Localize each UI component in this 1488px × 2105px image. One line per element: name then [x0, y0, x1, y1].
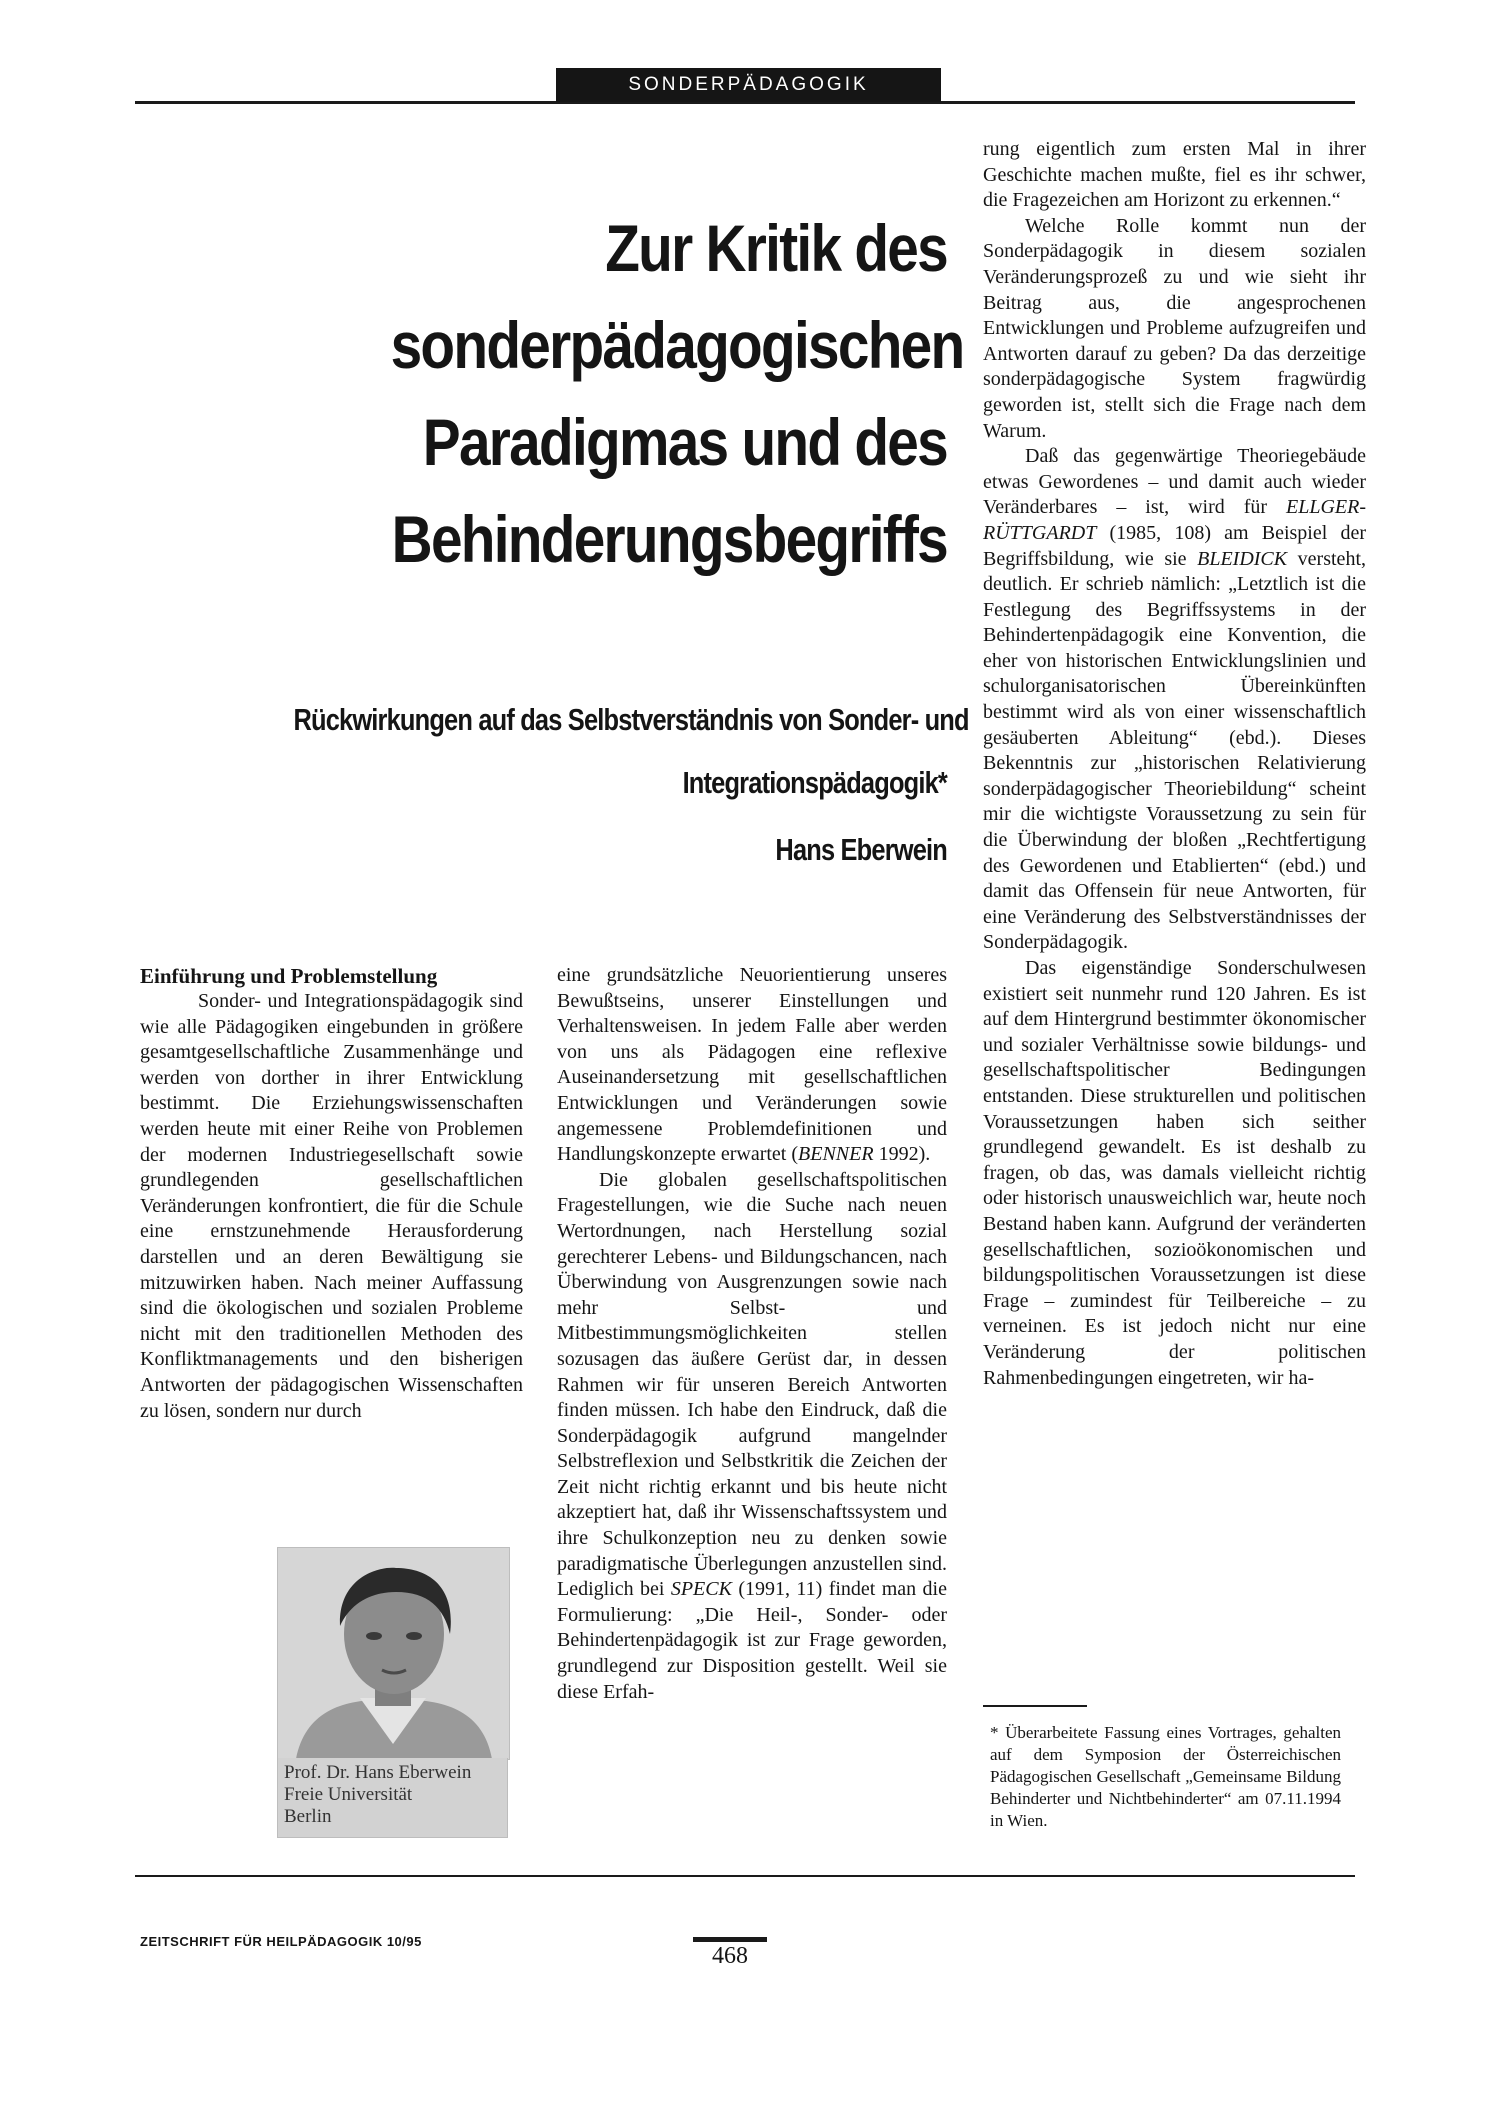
- paragraph-text: 1992).: [873, 1143, 931, 1166]
- paragraph: rung eigentlich zum ersten Mal in ihrer Geschichte machen mußte, fiel es ihr schwer, die Fragezeichen am Horizont zu erkennen.“: [983, 138, 1366, 212]
- paragraph: Das eigenständige Sonderschulwesen existiert seit nunmehr rund 120 Jahren. Es ist auf dem Hintergrund bestimmter ökonomischer und sozialer Verhältnisse sowie bildungs- und gesellschaftspolitischer Bedingungen entstanden. Diese strukturellen und politischen Voraussetzungen haben sich seither grundlegend gewandelt. Es ist deshalb zu fragen, ob das, was damals vielleicht richtig oder historisch unausweichlich war, heute noch Bestand haben kann. Aufgrund der veränderten gesellschaftlichen, sozioökonomischen und bildungspolitischen Voraussetzungen ist diese Frage – zumindest für Teilbereiche – zu verneinen. Es ist jedoch nicht nur eine Veränderung der politischen Rahmenbedingungen eingetreten, wir ha-: [983, 957, 1366, 1389]
- paragraph-text: eine grundsätzliche Neuorientierung unseres Bewußtseins, unserer Einstellungen und Verhaltensweisen. In jedem Falle aber werden von uns als Pädagogen eine reflexive Auseinandersetzung mit gesellschaftlichen Entwicklungen und Veränderungen sowie angemessene Problemdefinitionen und Handlungskonzepte erwartet (: [557, 964, 947, 1166]
- paragraph: [983, 444, 1366, 956]
- paragraph: [557, 1168, 947, 1705]
- article-author: Hans Eberwein: [775, 832, 947, 867]
- paragraph-text: Daß das gegenwärtige Theoriegebäude etwas Gewordenes – und damit auch wieder Veränderbares – ist, wird für: [983, 445, 1366, 519]
- paragraph-text: Die globalen gesellschaftspolitischen Fragestellungen, wie die Suche nach neuen Wertordnungen, nach Herstellung sozial gerechterer Lebens- und Bildungschancen, nach Überwindung von Ausgrenzungen sowie nach mehr Selbst- und Mitbestimmungsmöglichkeiten stellen sozusagen das äußere Gerüst dar, in dessen Rahmen wir für unseren Bereich Antworten finden müssen. Ich habe den Eindruck, daß die Sonderpädagogik aufgrund mangelnder Selbstreflexion und Selbstkritik die Zeichen der Zeit nicht richtig erkannt und bis heute nicht akzeptiert hat, daß ihr Wissenschaftssystem und ihre Schulkonzeption neu zu denken sowie paradigmatische Überlegungen anzustellen sind. Lediglich bei: [557, 1168, 947, 1601]
- subtitle-line: Integrationspädagogik*: [682, 765, 947, 800]
- page-number: 468: [712, 1943, 748, 1969]
- paragraph-text: (1991, 11) findet man die Formulierung: „Die Heil-, Sonder- oder Behindertenpädagogik ist zur Frage geworden, grundlegend zur Disposition gestellt. Weil sie diese Erfah-: [557, 1578, 947, 1703]
- paragraph-text: versteht, deutlich. Er schrieb nämlich: „Letztlich ist die Festlegung des Begriffssystems in der Behindertenpädagogik eine Konvention, die eher von historischen Entwicklungslinien und schulorganisatorischen Übereinkünften bestimmt wird als von einer wissenschaftlich gesäuberten Ableitung“ (ebd.). Dieses Bekenntnis zur „historischen Relativierung sonderpädagogischer Theoriebildung“ scheint mir die wichtigste Voraussetzung zu sein für die Überwindung der bloßen „Rechtfertigung des Gewordenen und Etablierten“ (ebd.) und damit das Offensein für neue Antworten, für eine Veränderung des Selbstverständnisses der Sonderpädagogik.: [983, 547, 1366, 954]
- title-line: Behinderungsbegriffs: [391, 502, 947, 576]
- subtitle-line: Rückwirkungen auf das Selbstverständnis von Sonder- und: [293, 702, 969, 737]
- paragraph: Welche Rolle kommt nun der Sonderpädagogik in diesem sozialen Veränderungsprozeß zu und wie sieht ihr Beitrag aus, die angesprochenen Entwicklungen und Probleme aufzugreifen und Antworten darauf zu geben? Da das derzeitige sonderpädagogische System fragwürdig geworden ist, stellt sich die Frage nach dem Warum.: [983, 214, 1366, 442]
- section-label: SONDERPÄDAGOGIK: [556, 68, 941, 102]
- article-title: [390, 200, 964, 588]
- citation: SPECK: [670, 1578, 732, 1601]
- text-column-3: [983, 137, 1366, 1391]
- article-subtitle: [293, 688, 969, 814]
- citation: ELLGER-RÜTTGARDT: [983, 496, 1366, 544]
- caption-line: Berlin: [284, 1806, 332, 1827]
- paragraph: [557, 963, 947, 1168]
- title-line: Paradigmas und des: [422, 405, 948, 479]
- section-heading: Einführung und Problemstellung: [140, 964, 438, 988]
- portrait-image: [278, 1548, 509, 1759]
- photo-caption: [277, 1758, 508, 1838]
- author-photo: [277, 1547, 510, 1760]
- text-column-2: [557, 963, 947, 1705]
- title-line: Zur Kritik des: [605, 211, 947, 285]
- title-line: sonderpädagogischen: [390, 308, 964, 382]
- paragraph-text: (1985, 108) am Beispiel der Begriffsbildung, wie sie: [983, 521, 1366, 570]
- footnote: * Überarbeitete Fassung eines Vortrages, gehalten auf dem Symposion der Österreichischen Pädagogischen Gesellschaft „Gemeinsame Bildung Behinderter und Nichtbehinderter“ am 07.11.1994 in Wien.: [990, 1723, 1341, 1830]
- text-column-1: [140, 963, 523, 1424]
- paragraph: Sonder- und Integrationspädagogik sind wie alle Pädagogiken eingebunden in größere gesamtgesellschaftliche Zusammenhänge und werden von dorther in ihrer Entwicklung bestimmt. Die Erziehungswissenschaften werden heute mit einer Reihe von Problemen der modernen Industriegesellschaft sowie grundlegenden gesellschaftlichen Veränderungen konfrontiert, die für die Schule eine ernstzunehmende Herausforderung darstellen und an deren Bewältigung sie mitzuwirken haben. Nach meiner Auffassung sind die ökologischen und sozialen Probleme nicht mit den traditionellen Methoden des Konfliktmanagements und den bisherigen Antworten der pädagogischen Wissenschaften zu lösen, sondern nur durch: [140, 990, 523, 1422]
- footnote-rule: [983, 1705, 1087, 1707]
- caption-line: Prof. Dr. Hans Eberwein: [284, 1762, 472, 1783]
- citation: BLEIDICK: [1197, 547, 1288, 570]
- citation: BENNER: [798, 1143, 874, 1166]
- journal-name: ZEITSCHRIFT FÜR HEILPÄDAGOGIK 10/95: [140, 1934, 422, 1949]
- footer-rule: [135, 1875, 1355, 1877]
- caption-line: Freie Universität: [284, 1784, 413, 1805]
